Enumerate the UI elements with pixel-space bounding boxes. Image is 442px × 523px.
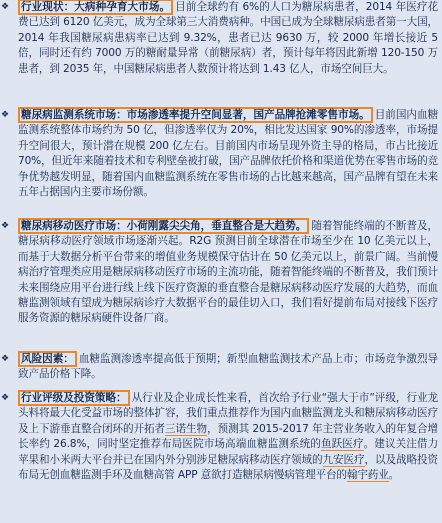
section-text: 。建议关注借力苹果和小米两大平台并已在国内外分别涉足糖尿病移动医疗领域的	[18, 438, 439, 466]
section-text: 血糖监测渗透率提高低于预期；新型血糖监测技术产品上市；市场竞争激烈导致产品价格下降。	[18, 353, 438, 381]
section-rating-strategy	[0, 391, 442, 483]
section-text: 从行业及企业成长性来看，首次给予行业“强大于市”评级，行业龙头料将最大化受益市场的整体扩容，我们重点推荐作为国内血糖监测龙头和糖尿病移动医疗及上下游垂直整合闭环的开拓者	[18, 392, 439, 435]
section-text: 目前国内血糖监测系统整体市场约为 50 亿，但渗透率仅为 20%，相比发达国家 90%的渗透率，市场提升空间很大，预计潜在规模 200 亿左右。目前国内市场呈现外资主导的格局，市占比接近 70%，但近年来随着技术和专利壁垒被打破，国产品牌依托价格和渠道优势在零售市场的竞争优势越发明显，随着国内血糖监测系统在零售市场的占比越来越高，国产品牌有望在未来五年占据国内主要市场份额。	[18, 109, 438, 199]
section-heading: 糖尿病移动医疗市场：小荷刚露尖尖角，垂直整合是大趋势。	[18, 218, 309, 234]
section-text: 目前全球约有 6%的人口为糖尿病患者，2014 年医疗花费已达到 6120 亿美元，成为全球第三大消费病种。中国已成为全球糖尿病患者第一大国，2014 年我国糖尿病患病率已达到 9.32%，患者已达 9630 万，较 2000 年增长接近 5 倍，同时还有约 7000 万的糖耐量异常（前糖尿病）者，预计每年将因此新增 120-150 万患者，到 2035 年，中国糖尿病患者人数预计将达到 1.43 亿人，市场空间巨大。	[18, 1, 438, 75]
diamond-bullet-icon: ❖	[1, 221, 9, 231]
section-monitoring-market	[0, 108, 442, 200]
section-risk-factors	[0, 352, 442, 383]
section-text: ，以及战略投资布局无创血糖监测手环及血糖高管 APP 意欲打造糖尿病慢病管理平台的	[18, 453, 438, 482]
company-name: 三诺生物	[165, 422, 208, 435]
section-text: 。	[388, 469, 400, 482]
diamond-bullet-icon: ❖	[1, 110, 9, 120]
diamond-bullet-icon: ❖	[1, 354, 9, 364]
diamond-bullet-icon: ❖	[1, 2, 9, 12]
company-name: 九安医疗	[322, 453, 365, 466]
section-heading: 风险因素：	[18, 351, 77, 367]
company-name: 翰宇药业	[346, 469, 389, 482]
diamond-bullet-icon: ❖	[1, 393, 9, 403]
section-heading: 糖尿病监测系统市场：市场渗透率提升空间显著，国产品牌抢滩零售市场。	[18, 107, 373, 123]
section-mobile-health	[0, 219, 442, 327]
section-text: ，预测其 2015-2017 年主营业务收入的年复合增长率约 26.8%，同时坚定推荐布局医院市场高端血糖监测系统的	[18, 422, 438, 451]
section-heading: 行业评级及投资策略：	[18, 390, 130, 406]
company-name: 鱼跃医疗	[320, 438, 364, 451]
section-text: 随着智能终端的不断普及，糖尿病移动医疗领域市场逐渐兴起。R2G 预测目前全球潜在市场至少在 10 亿美元以上，而基于大数据分析平台带来的增值业务规模保守估计在 50 亿美元以上，前景广阔。当前慢病治疗管理类应用是糖尿病移动医疗市场的主流功能，随着智能终端的不断普及，我们预计未来围绕应用平台进行线上线下医疗资源的垂直整合是糖尿病移动医疗发展的大趋势，而血糖监测领域有望成为糖尿病诊疗大数据平台的最佳切入口，我们看好提前布局对接线下医疗服务资源的糖尿病硬件设备厂商。	[18, 220, 438, 325]
section-industry-status	[0, 0, 442, 77]
section-heading: 行业现状：大病种孕育大市场。	[18, 0, 173, 15]
